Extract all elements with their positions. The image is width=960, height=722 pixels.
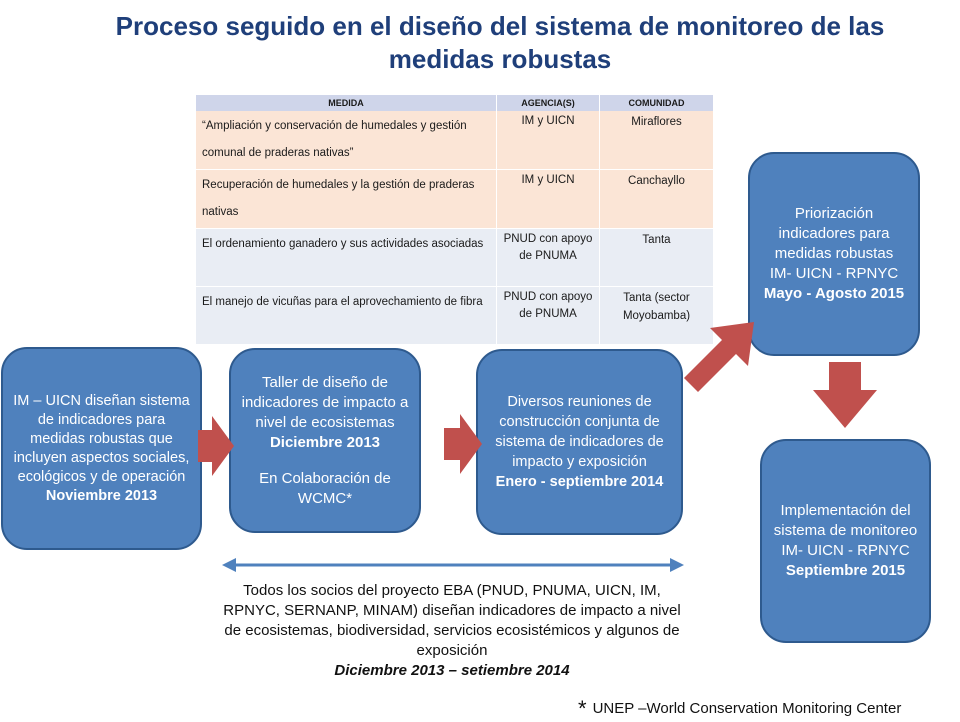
- timeline-double-arrow-icon: [222, 556, 684, 574]
- cell-agencia: PNUD con apoyo de PNUMA: [497, 229, 600, 287]
- header-medida: MEDIDA: [196, 95, 497, 111]
- measures-table: [196, 95, 714, 345]
- cell-medida: “Ampliación y conservación de humedales y gestión comunal de praderas nativas”: [196, 111, 497, 170]
- title-line-2: medidas robustas: [388, 44, 612, 74]
- footnote-text: UNEP –World Conservation Monitoring Center: [592, 700, 902, 717]
- arrow-right-icon: [198, 416, 234, 476]
- partners-note-text: Todos los socios del proyecto EBA (PNUD, PNUMA, UICN, IM, RPNYC, SERNANP, MINAM) diseñan indicadores de impacto a nivel de ecosistemas, biodiversidad, servicios ecosistémicos y algunos de exposición: [223, 582, 681, 659]
- cell-comunidad: Canchayllo: [600, 170, 714, 229]
- cell-agencia: IM y UICN: [497, 111, 600, 170]
- cell-comunidad: Tanta (sector Moyobamba): [600, 287, 714, 345]
- footnote-star: *: [578, 696, 587, 721]
- step-5-agencies: IM- UICN - RPNYC: [781, 542, 910, 559]
- step-4-agencies: IM- UICN - RPNYC: [769, 265, 899, 282]
- step-1-text: IM – UICN diseñan sistema de indicadores para medidas robustas que incluyen aspectos sociales, ecológicos y de operación: [13, 392, 190, 485]
- step-5-box: [760, 439, 931, 643]
- footnote: [578, 696, 901, 722]
- partners-note-dates: Diciembre 2013 – setiembre 2014: [334, 662, 570, 679]
- step-3-box: [476, 349, 683, 535]
- step-5-date: Septiembre 2015: [785, 562, 906, 579]
- table-row: [196, 287, 714, 345]
- cell-medida: El ordenamiento ganadero y sus actividades asociadas: [196, 229, 497, 287]
- title-line-1: Proceso seguido en el diseño del sistema de monitoreo de las: [115, 11, 885, 41]
- page-title: [60, 10, 940, 76]
- step-2-text: Taller de diseño de indicadores de impacto a nivel de ecosistemas: [241, 373, 409, 431]
- step-5-text: Implementación del sistema de monitoreo: [773, 502, 918, 539]
- cell-comunidad: Tanta: [600, 229, 714, 287]
- step-4-text: Priorización indicadores para medidas robustas: [774, 205, 894, 262]
- table-row: [196, 229, 714, 287]
- arrow-up-right-icon: [684, 320, 756, 392]
- cell-agencia: IM y UICN: [497, 170, 600, 229]
- header-agencias: AGENCIA(S): [497, 95, 600, 111]
- step-1-date: Noviembre 2013: [45, 487, 158, 504]
- step-2-date: Diciembre 2013: [269, 433, 381, 451]
- step-2-extra: En Colaboración de WCMC*: [259, 469, 391, 507]
- table-row: [196, 170, 714, 229]
- step-2-box: [229, 348, 421, 533]
- table-row: [196, 111, 714, 170]
- cell-comunidad: Miraflores: [600, 111, 714, 170]
- cell-medida: Recuperación de humedales y la gestión de praderas nativas: [196, 170, 497, 229]
- step-1-box: [1, 347, 202, 550]
- header-comunidad: COMUNIDAD: [600, 95, 714, 111]
- arrow-down-icon: [813, 362, 877, 428]
- step-4-box: [748, 152, 920, 356]
- step-4-date: Mayo - Agosto 2015: [763, 285, 905, 302]
- cell-agencia: PNUD con apoyo de PNUMA: [497, 287, 600, 345]
- table-header-row: [196, 95, 714, 111]
- step-3-date: Enero - septiembre 2014: [495, 474, 664, 490]
- partners-note: [222, 581, 682, 681]
- arrow-right-icon: [444, 414, 482, 474]
- cell-medida: El manejo de vicuñas para el aprovechamiento de fibra: [196, 287, 497, 345]
- step-3-text: Diversos reuniones de construcción conjunta de sistema de indicadores de impacto y exposición: [495, 394, 664, 470]
